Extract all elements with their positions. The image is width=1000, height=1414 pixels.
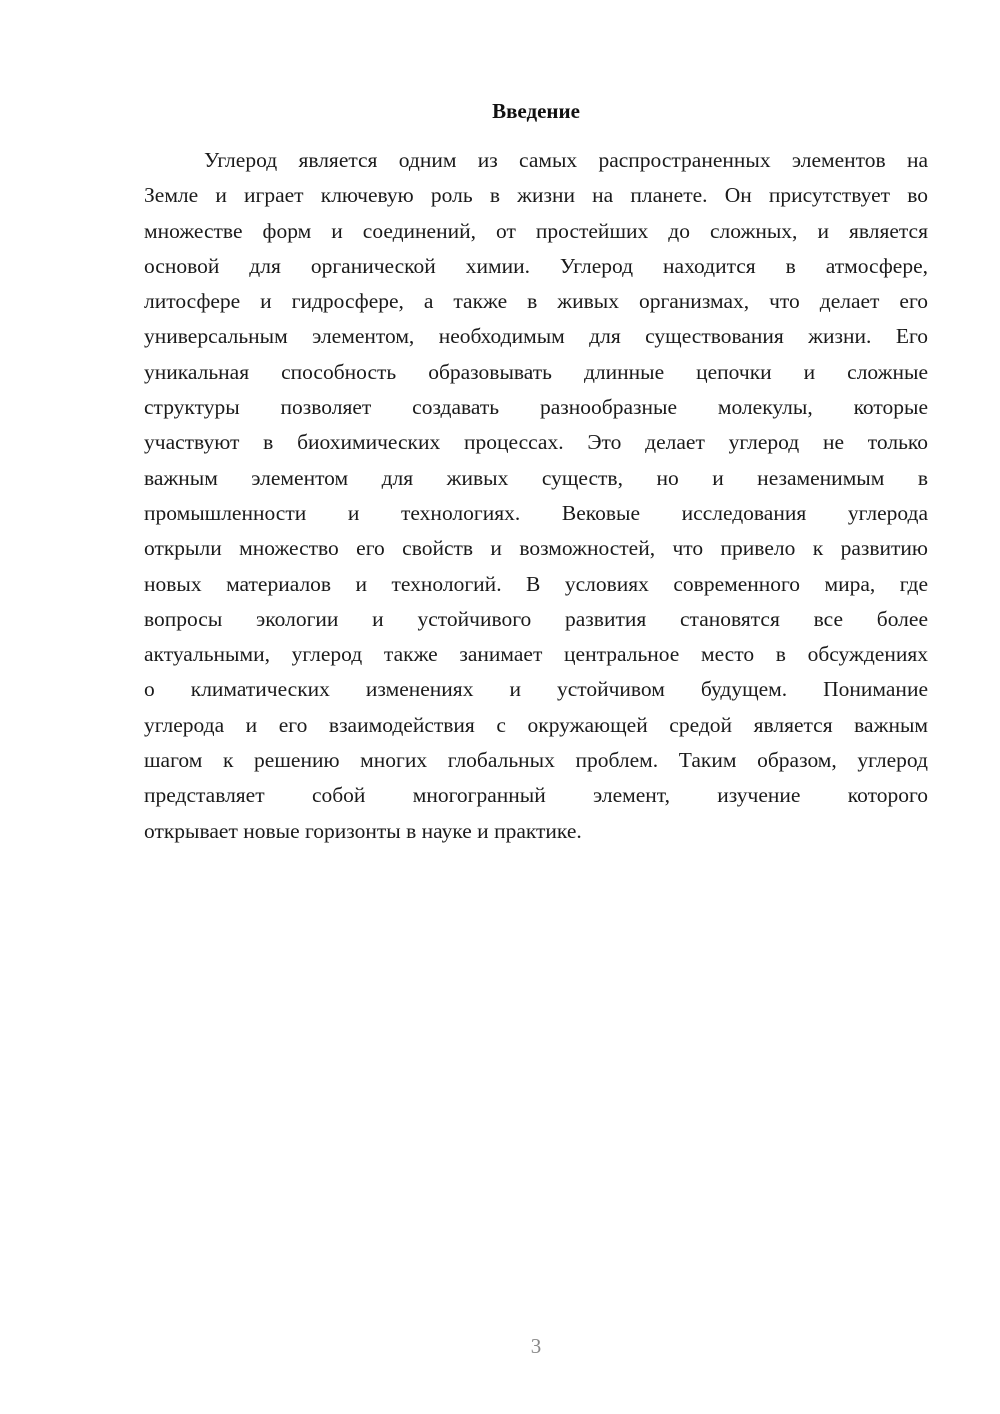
paragraph-line: уникальная способность образовывать длинные цепочки и сложные xyxy=(144,359,928,384)
section-title: Введение xyxy=(492,99,580,123)
paragraph-line: промышленности и технологиях. Вековые исследования углерода xyxy=(144,500,928,525)
paragraph-line: Углерод является одним из самых распространенных элементов на xyxy=(204,148,928,172)
paragraph-line: множестве форм и соединений, от простейших до сложных, и является xyxy=(144,218,928,243)
paragraph-line: вопросы экологии и устойчивого развития становятся все более xyxy=(144,606,928,631)
paragraph-line: основой для органической химии. Углерод находится в атмосфере, xyxy=(144,253,928,278)
paragraph-line: открыли множество его свойств и возможностей, что привело к развитию xyxy=(144,536,928,561)
page-number: 3 xyxy=(530,1334,542,1358)
paragraph-line: универсальным элементом, необходимым для существования жизни. Его xyxy=(144,324,928,349)
paragraph-line: структуры позволяет создавать разнообразные молекулы, которые xyxy=(144,395,928,420)
paragraph-line: представляет собой многогранный элемент, изучение которого xyxy=(144,783,928,808)
paragraph-line: о климатических изменениях и устойчивом будущем. Понимание xyxy=(144,677,928,702)
paragraph-line: литосфере и гидросфере, а также в живых организмах, что делает его xyxy=(144,289,928,314)
paragraph-line: открывает новые горизонты в науке и практике. xyxy=(144,818,582,843)
paragraph-line: участвуют в биохимических процессах. Это делает углерод не только xyxy=(144,430,928,455)
paragraph-line: шагом к решению многих глобальных проблем. Таким образом, углерод xyxy=(144,748,928,773)
paragraph-line: новых материалов и технологий. В условиях современного мира, где xyxy=(144,571,928,596)
paragraph-line: углерода и его взаимодействия с окружающей средой является важным xyxy=(144,712,928,737)
paragraph-line: Земле и играет ключевую роль в жизни на планете. Он присутствует во xyxy=(144,183,928,208)
paragraph-line: важным элементом для живых существ, но и незаменимым в xyxy=(144,465,928,490)
intro-paragraph xyxy=(144,143,928,849)
paragraph-line: актуальными, углерод также занимает центральное место в обсуждениях xyxy=(144,642,928,667)
